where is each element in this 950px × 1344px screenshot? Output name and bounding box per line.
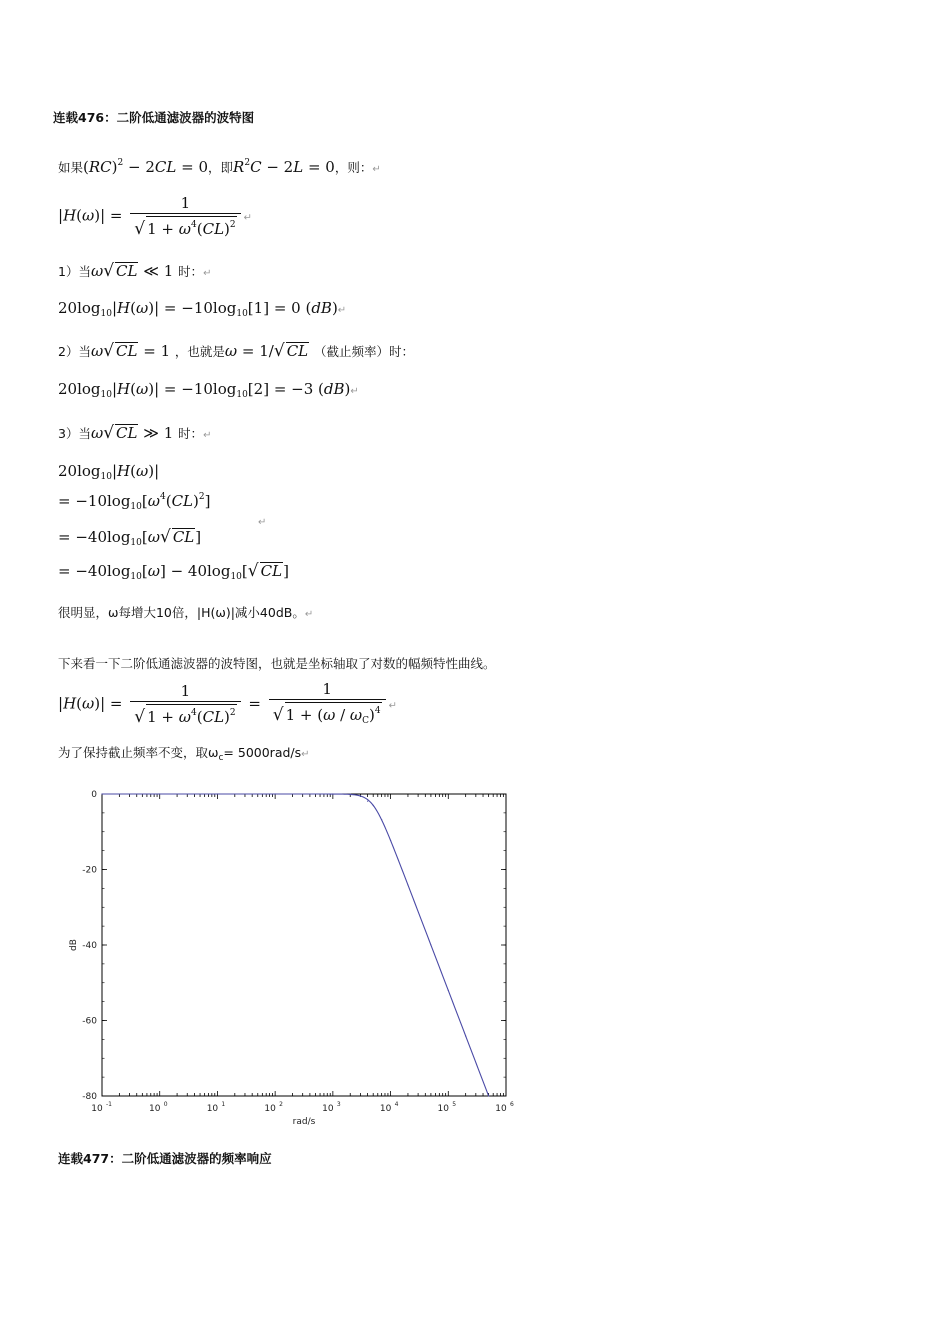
- case3-eq-line4: = $-40\log_{10}[\omega] - 40\log_{10}[√$ CL]: [58, 561, 289, 582]
- x-tick-label: 10: [379, 1104, 392, 1114]
- normalized-formula: |H(ω)| = $\frac{1}{√ 1 + \omega^4(CL)^2}$ = $\frac{1}{√ 1 + (\omega / \omega_C)^4}$ ↵: [58, 679, 397, 730]
- x-tick-exponent: 2: [279, 1101, 283, 1108]
- data-point: [367, 801, 368, 802]
- y-tick-label: -80: [82, 1092, 97, 1102]
- x-tick-exponent: 5: [452, 1101, 457, 1108]
- x-tick-label: 10: [91, 1104, 103, 1114]
- y-axis-label: dB: [69, 939, 79, 951]
- magnitude-formula: |H(ω)| = $\frac{1}{√ 1 + \omega^4(CL)^2}$ ↵: [58, 194, 253, 239]
- case3-eq-line2: = $-10\log_{10}[\omega^4(CL)^2]$: [58, 492, 211, 512]
- intro-text: 下来看一下二阶低通滤波器的波特图，也就是坐标轴取了对数的幅频特性曲线。: [58, 656, 496, 671]
- y-tick-label: -60: [82, 1016, 97, 1027]
- x-tick-exponent: 1: [221, 1101, 226, 1108]
- x-tick-label: 10: [437, 1104, 450, 1114]
- data-point: [390, 840, 391, 841]
- section-heading-476: 连载476：二阶低通滤波器的波特图: [53, 110, 255, 125]
- data-point: [159, 793, 160, 794]
- data-point: [101, 793, 102, 794]
- condition-line: 如果(RC)$^2$ − 2CL = 0，即$R^2C - 2L = 0$，则：↵: [58, 158, 381, 176]
- x-tick-label: 10: [495, 1104, 507, 1114]
- data-point: [373, 805, 374, 806]
- x-tick-exponent: -1: [106, 1101, 112, 1108]
- x-tick-label: 10: [206, 1104, 219, 1114]
- bode-plot: [60, 780, 530, 1130]
- x-tick-label: 10: [322, 1104, 334, 1114]
- case1-equation: $20\log_{10}|H(\omega)| = -10\log_{10}[1] = 0$ (dB)↵: [58, 299, 347, 319]
- case2-condition: 2）当ω√ CL = 1 ，也就是ω = 1/√ CL （截止频率）时：: [58, 341, 414, 361]
- cutoff-text: 为了保持截止频率不变，取$\omega_c=$ 5000rad/s↵: [58, 745, 310, 763]
- plot-frame: [102, 794, 506, 1096]
- data-point: [332, 793, 333, 794]
- data-point: [430, 944, 431, 945]
- data-point: [448, 990, 449, 991]
- data-point: [217, 793, 218, 794]
- case3-eq-line3: = $-40\log_{10}[\omega√$ CL]: [58, 527, 202, 548]
- case1-condition: 1）当ω√ CL ≪ 1 时：↵: [58, 261, 212, 281]
- data-point: [488, 1095, 489, 1096]
- case3-eq-line1: $20\log_{10}|H(\omega)|$: [58, 462, 160, 482]
- data-point: [350, 794, 351, 795]
- case2-equation: $20\log_{10}|H(\omega)| = -10\log_{10}[2] = -3$ (dB)↵: [58, 380, 359, 400]
- x-tick-label: 10: [148, 1104, 161, 1114]
- data-point: [275, 793, 276, 794]
- data-point: [360, 796, 361, 797]
- section-heading-477: 连载477：二阶低通滤波器的频率响应: [58, 1151, 272, 1166]
- x-tick-exponent: 3: [336, 1101, 341, 1108]
- case3-condition: 3）当ω√ CL ≫ 1 时：↵: [58, 423, 212, 443]
- x-axis-label: rad/s: [292, 1117, 316, 1127]
- x-tick-exponent: 4: [394, 1101, 399, 1108]
- x-tick-exponent: 6: [510, 1101, 514, 1108]
- data-point: [407, 884, 408, 885]
- x-tick-exponent: 0: [163, 1101, 168, 1108]
- data-point: [465, 1035, 466, 1036]
- y-tick-label: -20: [82, 865, 97, 876]
- case3-return-mark: ↵: [258, 517, 267, 528]
- x-tick-label: 10: [264, 1104, 276, 1114]
- y-tick-label: -40: [82, 941, 97, 951]
- data-point: [381, 819, 382, 820]
- y-tick-label: 0: [91, 790, 97, 800]
- observation-text: 很明显，ω每增大10倍，|H(ω)|减小40dB。↵: [58, 605, 314, 620]
